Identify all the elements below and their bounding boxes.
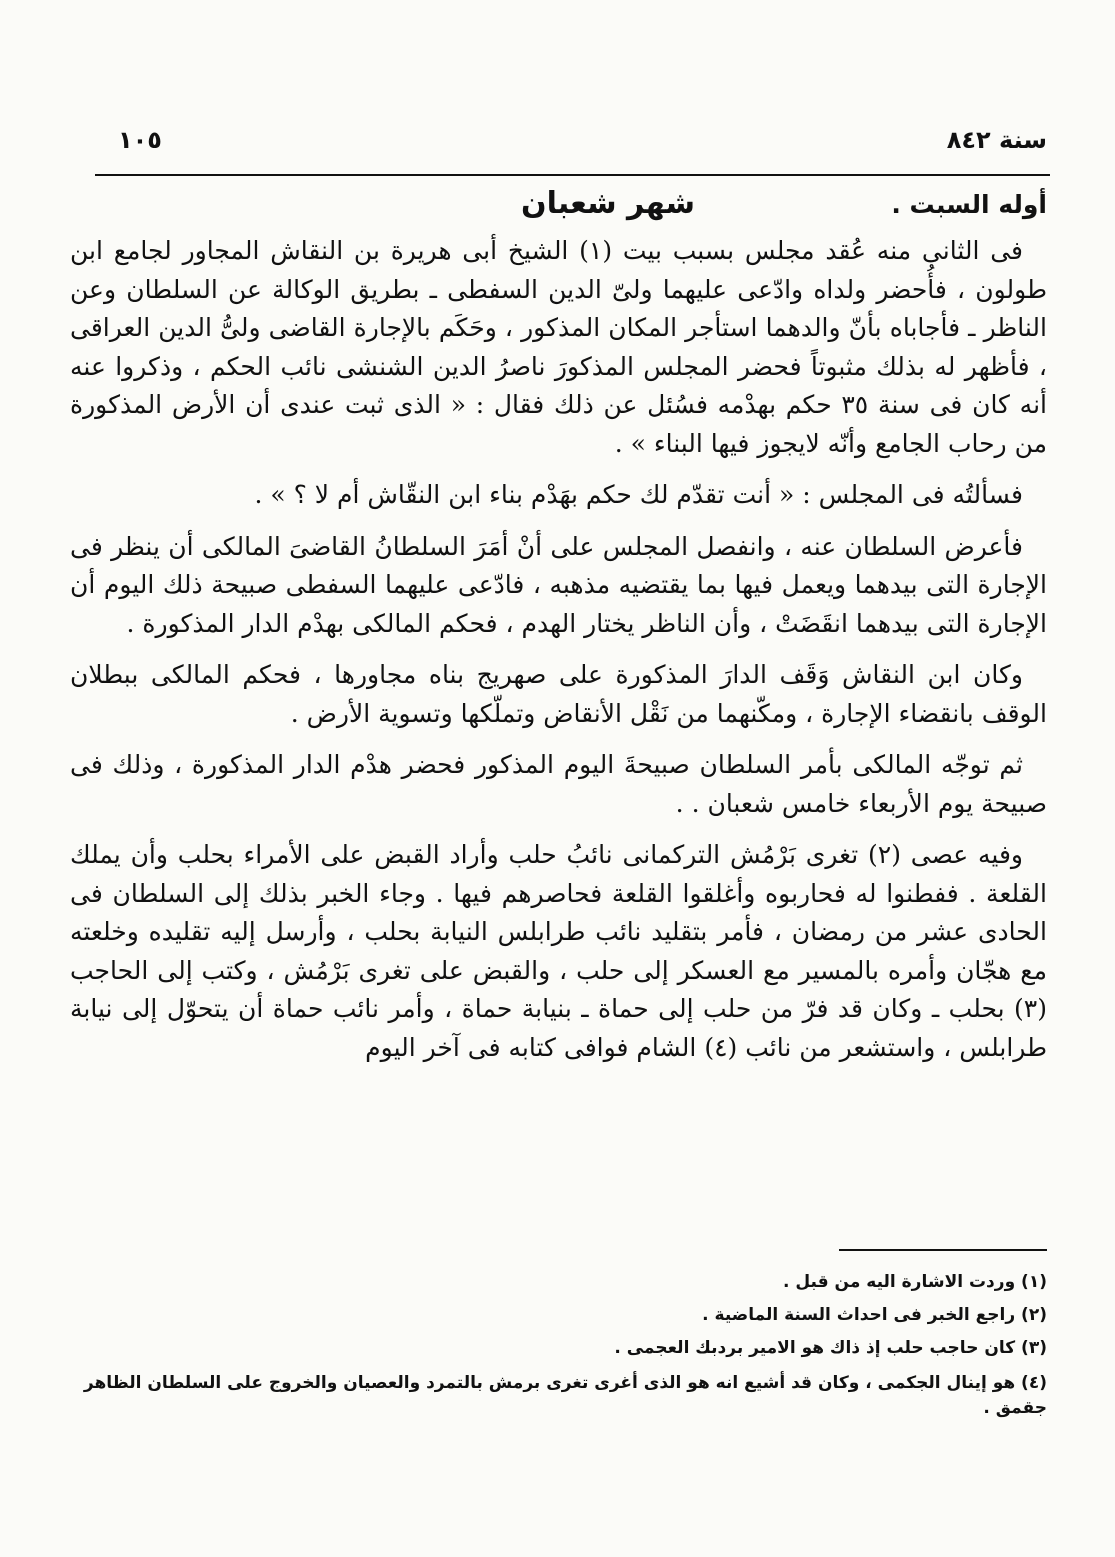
footnote: (٤) هو إينال الجكمى ، وكان قد أشيع انه هو الذى أغرى تغرى برمش بالتمرد والعصيان والخروج على السلطان الظاهر جقمق . (83, 1373, 1047, 1418)
month-title: شهر شعبان (521, 186, 695, 221)
footnote: (٢) راجع الخبر فى احداث السنة الماضية . (702, 1305, 1047, 1325)
month-heading-line (70, 186, 1047, 232)
running-head (118, 126, 1047, 154)
header-rule (95, 174, 1050, 176)
footnote: (١) وردت الاشارة اليه من قبل . (782, 1272, 1047, 1292)
paragraph: فى الثانى منه عُقد مجلس بسبب بيت (١) الشيخ أبى هريرة بن النقاش المجاور لجامع ابن طولون ، فأُحضر ولداه وادّعى عليهما ولىّ الدين السفطى ـ بطريق الوكالة عن السلطان وعن الناظر ـ فأجاباه بأنّ والدهما استأجر المكان المذكور ، وحَكَم بالإجارة القاضى ولىُّ الدين العراقى ، فأظهر له بذلك مثبوتاً فحضر المجلس المذكورَ ناصرُ الدين الشنشى نائب الحكم ، وذكروا عنه أنه كان فى سنة ٣٥ حكم بهدْمه فسُئل عن ذلك فقال : « الذى ثبت عندى أن الأرض المذكورة من رحاب الجامع وأنّه لايجوز فيها البناء » . (70, 236, 1047, 458)
paragraph: فسألتُه فى المجلس : « أنت تقدّم لك حكم بهَدْم بناء ابن النقّاش أم لا ؟ » . (254, 480, 1023, 509)
footnote-rule (839, 1249, 1047, 1251)
footnote: (٣) كان حاجب حلب إذ ذاك هو الامير بردبك العجمى . (614, 1338, 1047, 1358)
footnotes (70, 1266, 1047, 1421)
paragraph: ثم توجّه المالكى بأمر السلطان صبيحةَ اليوم المذكور فحضر هدْم الدار المذكورة ، وذلك فى صبيحة يوم الأربعاء خامس شعبان . . (70, 750, 1047, 818)
paragraph: فأعرض السلطان عنه ، وانفصل المجلس على أنْ أمَرَ السلطانُ القاضىَ المالكى أن ينظر فى الإجارة التى بيدهما ويعمل فيها بما يقتضيه مذهبه ، فادّعى عليهما السفطى صبيحة ذلك اليوم أن الإجارة التى بيدهما انقَضَتْ ، وأن الناظر يختار الهدم ، فحكم المالكى بهدْم الدار المذكورة . (70, 531, 1047, 638)
paragraph: وكان ابن النقاش وَقَف الدارَ المذكورة على صهريج بناه مجاورها ، فحكم المالكى ببطلان الوقف بانقضاء الإجارة ، ومكّنهما من نَقْل الأنقاض وتملّكها وتسوية الأرض . (70, 660, 1047, 728)
main-text (70, 232, 1047, 1080)
month-first-day: أوله السبت . (891, 190, 1047, 219)
year-label: سنة ٨٤٢ (946, 126, 1047, 154)
paragraph: وفيه عصى (٢) تغرى بَرْمُش التركمانى نائبُ حلب وأراد القبض على الأمراء بحلب وأن يملك القلعة . ففطنوا له فحاربوه وأغلقوا القلعة فحاصرهم فيها . وجاء الخبر بذلك إلى السلطان فى الحادى عشر من رمضان ، فأمر بتقليد نائب طرابلس النيابة بحلب ، وأرسل إليه تقليده وخلعته مع هجّان وأمره بالمسير مع العسكر إلى حلب ، والقبض على تغرى بَرْمُش ، وكتب إلى الحاجب (٣) بحلب ـ وكان قد فرّ من حلب إلى حماة ـ بنيابة حماة ، وأمر نائب حماة أن يتحوّل إلى نيابة طرابلس ، واستشعر من نائب (٤) الشام فوافى كتابه فى آخر اليوم (70, 840, 1047, 1062)
page-number: ١٠٥ (118, 126, 162, 154)
